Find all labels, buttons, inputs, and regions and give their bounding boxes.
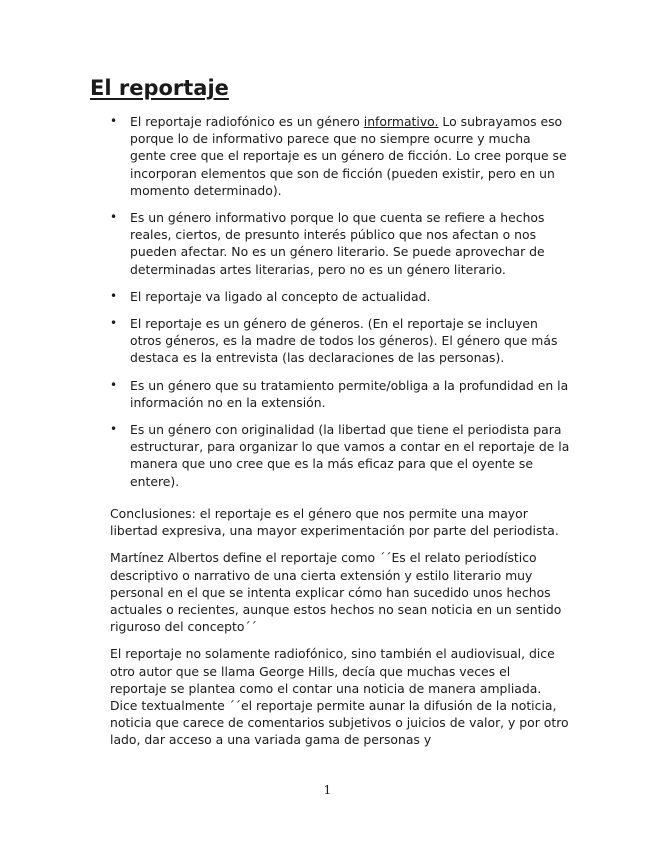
list-item-text: Lo subrayamos eso porque lo de informativo parece que no siempre ocurre y mucha gente cree que el reportaje es un género de ficción. Lo cree porque se incorporan elementos que son de ficción (pueden existir, pero en un momento determinado). [130,114,567,198]
document-title: El reportaje [90,76,229,100]
list-item: • Es un género informativo porque lo que cuenta se refiere a hechos reales, ciertos, de presunto interés público que nos afectan o nos pueden afectar. No es un género literario. Se puede aprovechar de determinadas artes literarias, pero no es un género literario. [110,209,570,278]
definition-paragraph: Martínez Albertos define el reportaje como ´´Es el relato periodístico descriptivo o narrativo de una cierta extensión y estilo literario muy personal en el que se intenta explicar cómo han sucedido unos hechos actuales o recientes, aunque estos hechos no sean noticia en un sentido riguroso del concepto´´ [110,550,562,635]
conclusions-paragraph: Conclusiones: el reportaje es el género que nos permite una mayor libertad expresiva, una mayor experimentación por parte del periodista. [110,506,559,539]
bullet-list [110,113,570,500]
list-item [110,113,570,199]
list-item: • Es un género que su tratamiento permite/obliga a la profundidad en la información no en la extensión. [110,377,570,411]
underlined-word: informativo. [363,114,439,129]
list-item-text: El reportaje radiofónico es un género [130,114,364,129]
list-item: • El reportaje es un género de géneros. (En el reportaje se incluyen otros géneros, es la madre de todos los géneros). El género que más destaca es la entrevista (las declaraciones de las personas). [110,315,570,367]
list-item: • Es un género con originalidad (la libertad que tiene el periodista para estructurar, para organizar lo que vamos a contar en el reportaje de la manera que uno cree que es la más eficaz para que el oyente se entere). [110,421,570,490]
page-number: 1 [323,783,332,797]
body-text [110,505,570,759]
hills-paragraph: El reportaje no solamente radiofónico, sino también el audiovisual, dice otro autor que se llama George Hills, decía que muchas veces el reportaje se plantea como el contar una noticia de manera ampliada. Dice textualmente ´´el reportaje permite aunar la difusión de la noticia, noticia que carece de comentarios subjetivos o juicios de valor, y por otro lado, dar acceso a una variada gama de personas y [110,646,569,748]
list-item: • El reportaje va ligado al concepto de actualidad. [110,288,570,305]
